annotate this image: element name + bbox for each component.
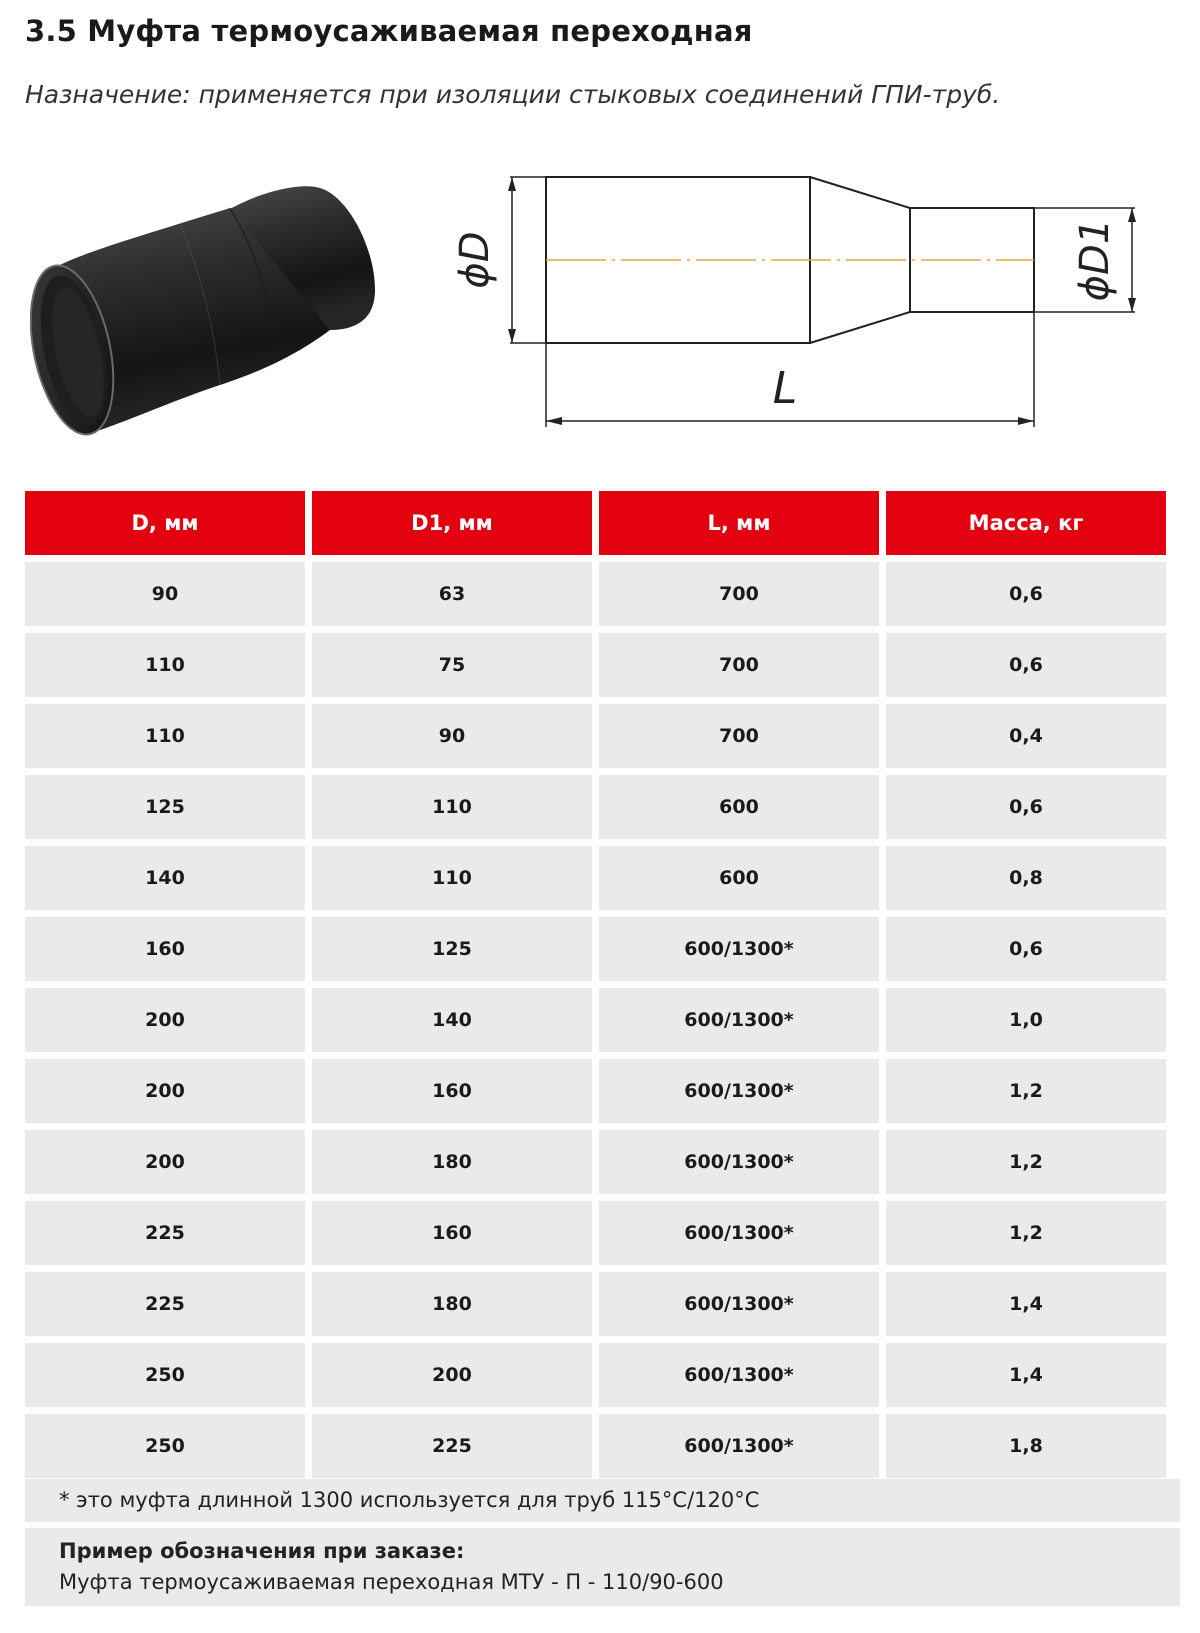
cell-d1: 160 — [312, 1059, 592, 1123]
order-example — [25, 1528, 1180, 1606]
cell-l: 600/1300* — [599, 1130, 879, 1194]
table-row — [25, 562, 1166, 626]
cell-d1: 110 — [312, 846, 592, 910]
cell-l: 600/1300* — [599, 1201, 879, 1265]
cell-d: 225 — [25, 1272, 305, 1336]
table-row — [25, 633, 1166, 697]
cell-l: 600/1300* — [599, 1343, 879, 1407]
table-row — [25, 775, 1166, 839]
cell-l: 600/1300* — [599, 1414, 879, 1478]
table-row — [25, 704, 1166, 768]
table-row — [25, 1059, 1166, 1123]
order-example-title: Пример обозначения при заказе: — [59, 1539, 465, 1563]
table-row — [25, 1130, 1166, 1194]
cell-d: 250 — [25, 1343, 305, 1407]
cell-mass: 1,4 — [886, 1272, 1166, 1336]
cell-l: 600/1300* — [599, 917, 879, 981]
table-row — [25, 917, 1166, 981]
cell-mass: 0,4 — [886, 704, 1166, 768]
cell-d1: 63 — [312, 562, 592, 626]
page-title: 3.5 Муфта термоусаживаемая переходная — [25, 14, 753, 48]
label-d: ϕD — [452, 231, 498, 289]
cell-d: 140 — [25, 846, 305, 910]
cell-l: 700 — [599, 704, 879, 768]
cell-d: 125 — [25, 775, 305, 839]
cell-mass: 0,6 — [886, 917, 1166, 981]
cell-mass: 1,2 — [886, 1201, 1166, 1265]
table-row — [25, 988, 1166, 1052]
cell-l: 600/1300* — [599, 1272, 879, 1336]
table-row — [25, 1201, 1166, 1265]
cell-d1: 75 — [312, 633, 592, 697]
header-d: D, мм — [25, 491, 305, 555]
cell-mass: 0,6 — [886, 562, 1166, 626]
cell-d: 200 — [25, 1059, 305, 1123]
spec-table — [18, 484, 1173, 1485]
table-header-row — [25, 491, 1166, 555]
table-row — [25, 1414, 1166, 1478]
cell-mass: 1,4 — [886, 1343, 1166, 1407]
cell-d: 110 — [25, 704, 305, 768]
cell-d1: 180 — [312, 1130, 592, 1194]
header-l: L, мм — [599, 491, 879, 555]
cell-mass: 0,6 — [886, 633, 1166, 697]
footnote: * это муфта длинной 1300 используется для труб 115°С/120°С — [25, 1479, 1180, 1522]
cell-d: 160 — [25, 917, 305, 981]
cell-l: 700 — [599, 562, 879, 626]
order-example-text: Муфта термоусаживаемая переходная МТУ - П - 110/90-600 — [59, 1570, 724, 1594]
cell-d: 200 — [25, 988, 305, 1052]
cell-l: 600/1300* — [599, 988, 879, 1052]
cell-mass: 1,2 — [886, 1059, 1166, 1123]
technical-drawing — [440, 165, 1160, 445]
cell-l: 600/1300* — [599, 1059, 879, 1123]
cell-d1: 110 — [312, 775, 592, 839]
cell-mass: 0,6 — [886, 775, 1166, 839]
cell-d1: 160 — [312, 1201, 592, 1265]
header-mass: Масса, кг — [886, 491, 1166, 555]
label-d1: ϕD1 — [1072, 218, 1118, 302]
cell-l: 600 — [599, 775, 879, 839]
table-row — [25, 1272, 1166, 1336]
cell-d: 200 — [25, 1130, 305, 1194]
cell-d1: 140 — [312, 988, 592, 1052]
cell-d: 225 — [25, 1201, 305, 1265]
cell-d1: 225 — [312, 1414, 592, 1478]
table-body — [25, 562, 1166, 1478]
cell-d: 110 — [25, 633, 305, 697]
cell-d: 90 — [25, 562, 305, 626]
header-d1: D1, мм — [312, 491, 592, 555]
purpose-text: Назначение: применяется при изоляции стыковых соединений ГПИ-труб. — [25, 80, 1001, 109]
coupling-product-image — [30, 180, 390, 440]
label-l: L — [772, 363, 798, 414]
cell-mass: 1,2 — [886, 1130, 1166, 1194]
coupling-body — [30, 186, 375, 440]
cell-d1: 90 — [312, 704, 592, 768]
cell-l: 700 — [599, 633, 879, 697]
cell-l: 600 — [599, 846, 879, 910]
cell-d1: 180 — [312, 1272, 592, 1336]
cell-mass: 0,8 — [886, 846, 1166, 910]
cell-mass: 1,8 — [886, 1414, 1166, 1478]
table-row — [25, 1343, 1166, 1407]
cell-mass: 1,0 — [886, 988, 1166, 1052]
table-row — [25, 846, 1166, 910]
cell-d: 250 — [25, 1414, 305, 1478]
cell-d1: 200 — [312, 1343, 592, 1407]
cell-d1: 125 — [312, 917, 592, 981]
